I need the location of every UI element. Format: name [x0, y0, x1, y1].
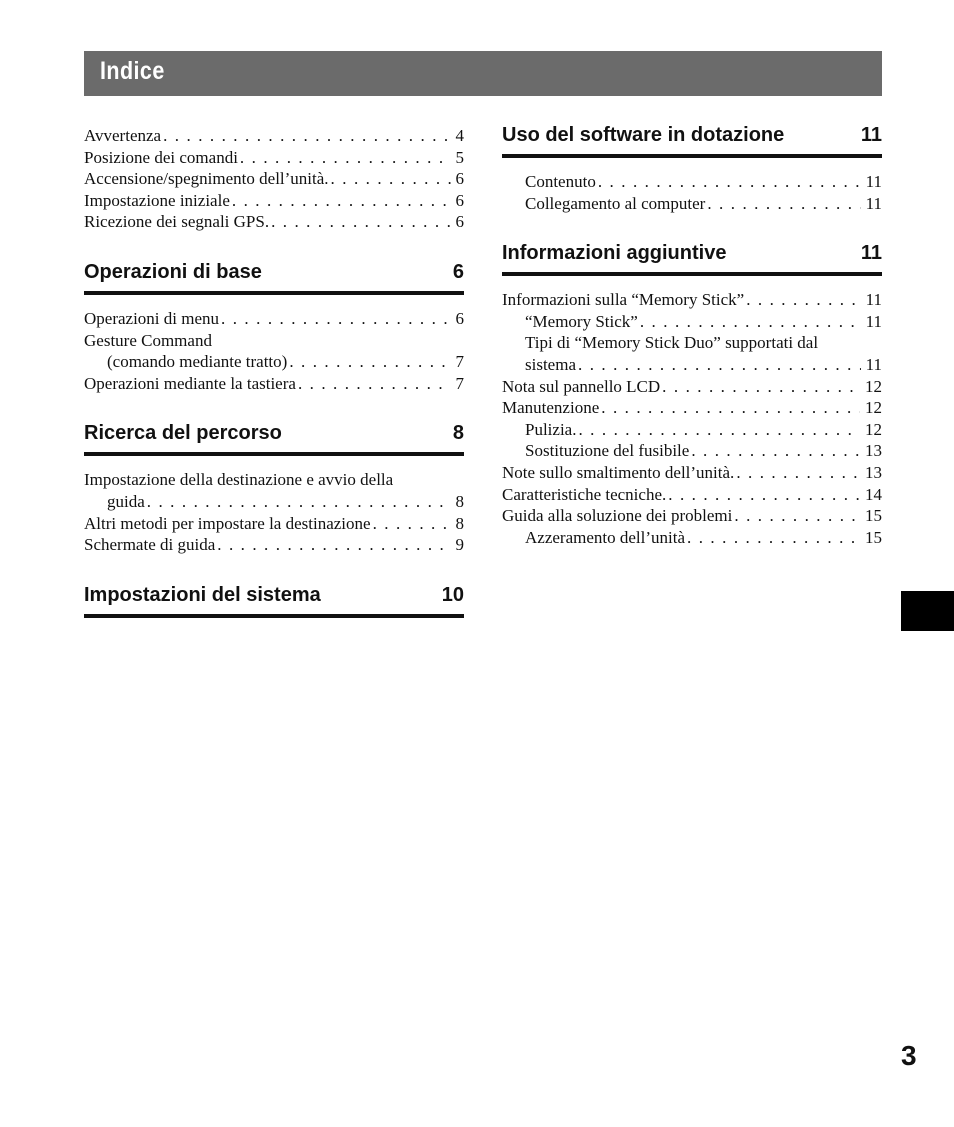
toc-entry[interactable]: Collegamento al computer . . . 11: [502, 193, 882, 215]
toc-entry[interactable]: Azzeramento dell’unità . . . 15: [502, 527, 882, 549]
toc-entry[interactable]: Guida alla soluzione dei problemi . . . 15: [502, 505, 882, 527]
toc-right-column: [502, 124, 882, 548]
toc-entry[interactable]: Gesture Command: [84, 330, 212, 350]
toc-entry[interactable]: Schermate di guida . . . 9: [84, 534, 464, 556]
toc-entry[interactable]: Informazioni sulla “Memory Stick” . . . 11: [502, 289, 882, 311]
page-title: Indice: [100, 57, 165, 85]
section-heading[interactable]: Uso del software in dotazione 11: [502, 124, 882, 158]
toc-entry[interactable]: Altri metodi per impostare la destinazione . . . 8: [84, 513, 464, 535]
toc-entry[interactable]: sistema . . . 11: [502, 354, 882, 376]
section-entries: [502, 289, 882, 548]
toc-entry[interactable]: Manutenzione . . . 12: [502, 397, 882, 419]
toc-entry[interactable]: Operazioni mediante la tastiera . . . 7: [84, 373, 464, 395]
toc-entry[interactable]: Caratteristiche tecniche. . . . 14: [502, 484, 882, 506]
toc-entry[interactable]: “Memory Stick” . . . 11: [502, 311, 882, 333]
toc-entry[interactable]: Sostituzione del fusibile . . . 13: [502, 440, 882, 462]
section-heading[interactable]: Operazioni di base 6: [84, 261, 464, 295]
toc-entry[interactable]: Ricezione dei segnali GPS. . . . 6: [84, 211, 464, 233]
toc-entry[interactable]: Note sullo smaltimento dell’unità. . . . 13: [502, 462, 882, 484]
section-entries: [84, 308, 464, 394]
section-side-tab: [901, 591, 954, 631]
toc-entry[interactable]: (comando mediante tratto) . . . 7: [84, 351, 464, 373]
intro-entries: [84, 125, 464, 233]
section-heading[interactable]: Impostazioni del sistema 10: [84, 584, 464, 618]
section-entries: [502, 171, 882, 214]
toc-entry[interactable]: Pulizia. . . . 12: [502, 419, 882, 441]
toc-entry[interactable]: guida . . . 8: [84, 491, 464, 513]
section-entries: [84, 469, 464, 555]
section-heading[interactable]: Informazioni aggiuntive 11: [502, 242, 882, 276]
toc-entry[interactable]: Contenuto . . . 11: [502, 171, 882, 193]
toc-entry[interactable]: Posizione dei comandi . . . 5: [84, 147, 464, 169]
toc-entry[interactable]: Avvertenza . . . 4: [84, 125, 464, 147]
section-heading[interactable]: Ricerca del percorso 8: [84, 422, 464, 456]
toc-entry[interactable]: Accensione/spegnimento dell’unità. . . . 6: [84, 168, 464, 190]
title-bar: [84, 51, 882, 96]
toc-entry[interactable]: Operazioni di menu . . . 6: [84, 308, 464, 330]
toc-entry[interactable]: Impostazione iniziale . . . 6: [84, 190, 464, 212]
page-number: 3: [901, 1040, 917, 1071]
toc-entry[interactable]: Nota sul pannello LCD . . . 12: [502, 376, 882, 398]
toc-entry[interactable]: Tipi di “Memory Stick Duo” supportati dal: [525, 333, 819, 353]
toc-left-column: [84, 125, 464, 618]
toc-entry[interactable]: Impostazione della destinazione e avvio della: [84, 470, 394, 490]
